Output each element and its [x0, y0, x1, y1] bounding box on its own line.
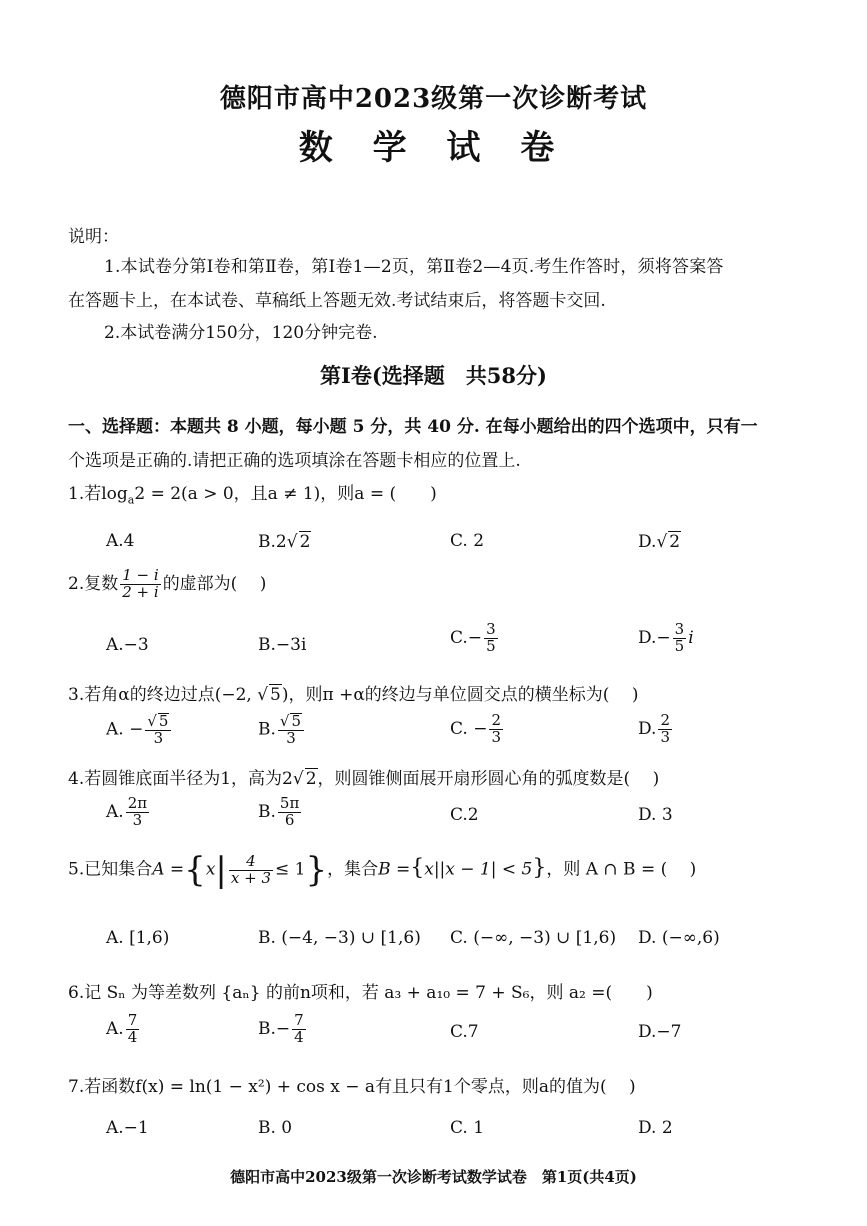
question-4: 4.若圆锥底面半径为1，高为2√ 2，则圆锥侧面展开扇形圆心角的弧度数是( )	[68, 769, 660, 789]
q3-option-c-label: C. −	[450, 718, 488, 739]
q4-b-num: 5π	[279, 794, 300, 812]
q7-option-b: B. 0	[258, 1118, 293, 1138]
q2-option-d: D.− $\frac{3}{5}$ i	[638, 620, 694, 655]
q3-a-den: 3	[153, 728, 164, 747]
question-4-stem: 4.若圆锥底面半径为1，高为2	[68, 769, 293, 789]
q5-frac-num: 4	[229, 854, 273, 871]
q3-option-a	[106, 713, 173, 747]
instruction-1-line-1: 1.本试卷分第Ⅰ卷和第Ⅱ卷，第Ⅰ卷1—2页，第Ⅱ卷2—4页.考生作答时，须将答案答	[104, 257, 724, 277]
q4-a-den: 3	[132, 810, 143, 829]
q6-option-c: C.7	[450, 1022, 479, 1042]
set-b-open: {	[410, 855, 425, 881]
q3-c-num: 2	[491, 711, 501, 729]
q5-option-d: D. (−∞,6)	[638, 928, 720, 948]
q6-option-a-fraction	[126, 1013, 140, 1046]
q5-frac-den: x + 3	[230, 868, 271, 887]
question-5	[68, 850, 696, 890]
q4-option-a	[106, 796, 151, 829]
q3-option-d	[638, 713, 674, 746]
q1-option-d-label: D.	[638, 532, 657, 552]
instruction-1-line-2: 在答题卡上，在本试卷、草稿纸上答题无效.考试结束后，将答题卡交回.	[68, 291, 606, 311]
q2-option-c	[450, 622, 500, 655]
q5-option-b: B. (−4, −3) ∪ [1,6)	[258, 928, 421, 948]
question-5-stem-post: ，则 A ∩ B = ( )	[546, 859, 697, 880]
q3-option-c	[450, 713, 505, 746]
q6-b-den: 4	[294, 1027, 304, 1046]
q3-c-den: 3	[491, 727, 501, 746]
q2-frac-den: 2 + i	[122, 582, 159, 601]
q6-a-num: 7	[127, 1011, 138, 1029]
q6-option-b-fraction	[292, 1013, 306, 1046]
set-a-var: x	[205, 859, 216, 880]
q2-option-d-label: D.−	[638, 627, 671, 648]
set-a-le1: ≤ 1	[274, 859, 306, 880]
q3-option-a-fraction	[145, 713, 171, 747]
q3-option-a-label: A. −	[106, 719, 144, 740]
q2-option-a: A.−3	[106, 635, 149, 655]
question-2-stem-pre: 2.复数	[68, 573, 119, 594]
q3-a-num: √ 5	[145, 713, 171, 731]
question-1-stem-rest: 2 = 2(a > 0，且a ≠ 1)，则a = ( )	[134, 484, 437, 504]
q3-option-d-label: D.	[638, 718, 657, 739]
q2-option-c-label: C.−	[450, 627, 483, 648]
q3-a-radicand: 5	[158, 712, 169, 730]
question-5-stem-mid: ，集合	[327, 859, 379, 880]
q3-stem-radicand: 5	[270, 685, 281, 705]
question-2-stem-post: 的虚部为( )	[162, 573, 267, 594]
q7-option-c: C. 1	[450, 1118, 485, 1138]
q4-option-b	[258, 796, 303, 829]
q4-option-d: D. 3	[638, 805, 673, 825]
q5-option-c: C. (−∞, −3) ∪ [1,6)	[450, 928, 617, 948]
q3-d-num: 2	[660, 711, 670, 729]
q1-option-d-radicand: 2	[669, 532, 681, 552]
q3-b-num: √ 5	[278, 713, 304, 731]
q1-option-c: C. 2	[450, 531, 485, 551]
q6-a-den: 4	[127, 1027, 138, 1046]
question-1-stem: 1.若log	[68, 484, 128, 504]
q4-option-b-fraction	[278, 796, 301, 829]
right-brace: }	[305, 850, 328, 890]
set-b-close: }	[532, 855, 547, 881]
set-a-bar: |	[215, 850, 227, 890]
q3-option-b-label: B.	[258, 719, 276, 740]
q1-option-b-label: B.2	[258, 532, 287, 552]
set-a-label: A =	[152, 859, 185, 880]
section-intro-line-1: 一、选择题：本题共 8 小题，每小题 5 分，共 40 分. 在每小题给出的四个选项中，只有一	[68, 417, 758, 437]
q6-b-num: 7	[294, 1011, 304, 1029]
q4-option-a-fraction	[126, 796, 149, 829]
page-footer: 德阳市高中2023级第一次诊断考试数学试卷 第1页(共4页)	[230, 1168, 637, 1186]
q4-stem-radicand: 2	[305, 769, 317, 789]
question-7: 7.若函数f(x) = ln(1 − x²) + cos x − a有且只有1个零点，则a的值为( )	[68, 1077, 636, 1097]
q4-option-b-label: B.	[258, 801, 276, 822]
q1-option-a: A.4	[106, 531, 135, 551]
q2-d-num: 3	[674, 620, 685, 638]
q4-option-c: C.2	[450, 805, 479, 825]
question-5-fraction	[229, 851, 273, 887]
question-2	[68, 568, 266, 601]
question-4-stem-rest: ，则圆锥侧面展开扇形圆心角的弧度数是( )	[317, 769, 660, 789]
q6-option-d: D.−7	[638, 1022, 682, 1042]
instruction-2: 2.本试卷满分150分，120分钟完卷.	[104, 323, 378, 343]
exam-subtitle: 数 学 试 卷	[298, 128, 569, 168]
q6-option-b-label: B.−	[258, 1018, 291, 1039]
q2-c-num: 3	[486, 620, 496, 638]
q2-d-den: 5	[674, 636, 685, 655]
q6-option-b	[258, 1013, 308, 1046]
q3-option-b-fraction	[278, 713, 304, 747]
q2-option-c-fraction	[484, 622, 498, 655]
log-base: a	[127, 493, 135, 507]
q1-option-d: D.√ 2	[638, 532, 681, 552]
question-3-stem-rest: )，则π +α的终边与单位圆交点的横坐标为( )	[281, 685, 639, 705]
q3-option-d-fraction	[658, 713, 672, 746]
question-2-fraction	[120, 568, 160, 601]
q3-option-c-fraction	[489, 713, 503, 746]
q4-b-den: 6	[284, 810, 295, 829]
q1-option-b-radicand: 2	[299, 532, 311, 552]
instructions-heading: 说明：	[68, 227, 119, 247]
q7-option-a: A.−1	[106, 1118, 149, 1138]
q2-frac-num: 1 − i	[122, 566, 159, 584]
q6-option-a	[106, 1013, 141, 1046]
q4-a-num: 2π	[127, 794, 148, 812]
q3-b-den: 3	[286, 728, 296, 747]
question-3: 3.若角α的终边过点(−2, √ 5)，则π +α的终边与单位圆交点的横坐标为( )	[68, 685, 639, 705]
q2-option-b: B.−3i	[258, 635, 307, 655]
set-b-body: x||x − 1| < 5	[424, 859, 533, 880]
question-3-stem: 3.若角α的终边过点(−2,	[68, 685, 258, 705]
q3-b-radicand: 5	[291, 712, 302, 730]
section-title: 第Ⅰ卷(选择题 共58分)	[320, 363, 547, 388]
q1-option-b: B.2√ 2	[258, 532, 311, 552]
exam-title: 德阳市高中2023级第一次诊断考试	[219, 84, 648, 114]
q3-option-b	[258, 713, 306, 747]
left-brace: {	[184, 850, 206, 890]
q6-option-a-label: A.	[106, 1018, 124, 1039]
section-intro-line-2: 个选项是正确的.请把正确的选项填涂在答题卡相应的位置上.	[68, 451, 521, 471]
question-5-stem-pre: 5.已知集合	[68, 859, 153, 880]
q3-d-den: 3	[660, 727, 670, 746]
question-6: 6.记 Sₙ 为等差数列 {aₙ} 的前n项和，若 a₃ + a₁₀ = 7 + S₆，则 a₂ =( )	[68, 983, 653, 1003]
q7-option-d: D. 2	[638, 1118, 673, 1138]
question-1	[68, 479, 437, 506]
q5-option-a: A. [1,6)	[106, 928, 170, 948]
q4-option-a-label: A.	[106, 801, 124, 822]
set-b-label: B =	[378, 859, 411, 880]
q2-option-d-fraction	[673, 622, 687, 655]
q2-c-den: 5	[486, 636, 496, 655]
